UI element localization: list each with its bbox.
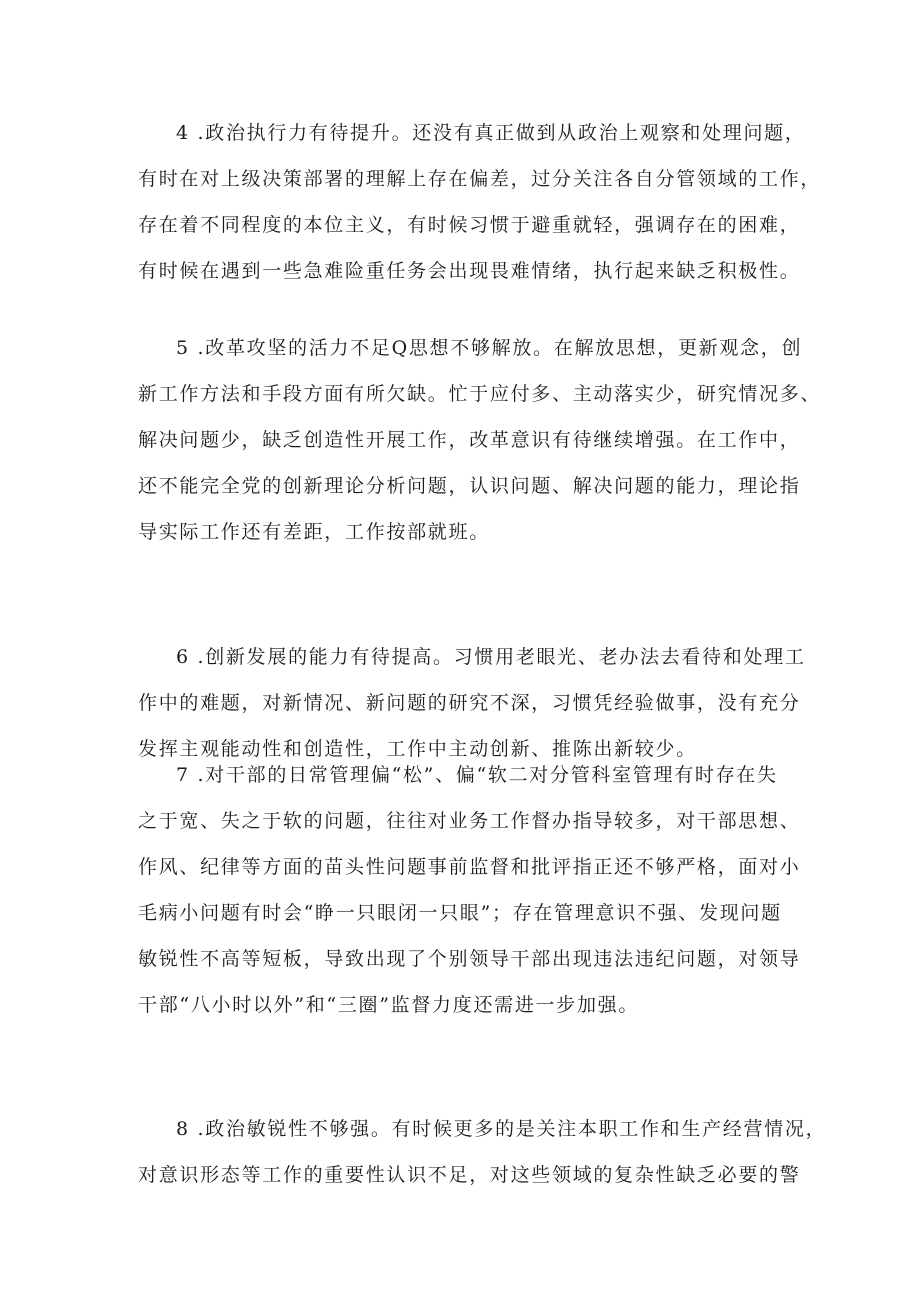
text-line: 干部“八小时以外”和“三圈”监督力度还需进一步加强。 [138,994,640,1016]
text-line: 毛病小问题有时会“睁一只眼闭一只眼”；存在管理意识不强、发现问题 [138,902,782,924]
text-line: 作风、纪律等方面的苗头性问题事前监督和批评指正还不够严格，面对小 [138,856,801,878]
text-line: 4 .政治执行力有待提升。还没有真正做到从政治上观察和处理问题， [176,122,806,144]
text-line: 8 .政治敏锐性不够强。有时候更多的是关注本职工作和生产经营情况， [176,1118,827,1140]
text-line: 解决问题少，缺乏创造性开展工作，改革意识有待继续增强。在工作中， [138,429,801,451]
paragraph-8 [138,1106,827,1198]
text-line: 导实际工作还有差距，工作按部就班。 [138,521,490,543]
text-line: 有时在对上级决策部署的理解上存在偏差，过分关注各自分管领域的工作， [138,168,822,190]
text-line: 存在着不同程度的本位主义，有时候习惯于避重就轻，强调存在的困难， [138,214,801,236]
paragraph-7 [138,752,801,1028]
text-line: 新工作方法和手段方面有所欠缺。忙于应付多、主动落实少，研究情况多、 [138,383,822,405]
text-line: 6 .创新发展的能力有待提高。习惯用老眼光、老办法去看待和处理工 [176,646,806,668]
text-line: 作中的难题，对新情况、新问题的研究不深，习惯凭经验做事，没有充分 [138,692,801,714]
paragraph-4 [138,110,822,294]
text-line: 发挥主观能动性和创造性，工作中主动创新、推陈出新较少。 [138,738,697,760]
text-line: 对意识形态等工作的重要性认识不足，对这些领域的复杂性缺乏必要的警 [138,1164,801,1186]
text-line: 5 .改革攻坚的活力不足Q思想不够解放。在解放思想，更新观念，创 [176,337,803,359]
text-line: 7 .对干部的日常管理偏“松”、偏“软二对分管科室管理有时存在失 [176,764,778,786]
text-line: 还不能完全党的创新理论分析问题，认识问题、解决问题的能力，理论指 [138,475,801,497]
paragraph-5 [138,325,822,555]
text-line: 之于宽、失之于软的问题，往往对业务工作督办指导较多，对干部思想、 [138,810,801,832]
text-line: 有时候在遇到一些急难险重任务会出现畏难情绪，执行起来缺乏积极性。 [138,260,801,282]
text-line: 敏锐性不高等短板，导致出现了个别领导干部出现违法违纪问题，对领导 [138,948,801,970]
